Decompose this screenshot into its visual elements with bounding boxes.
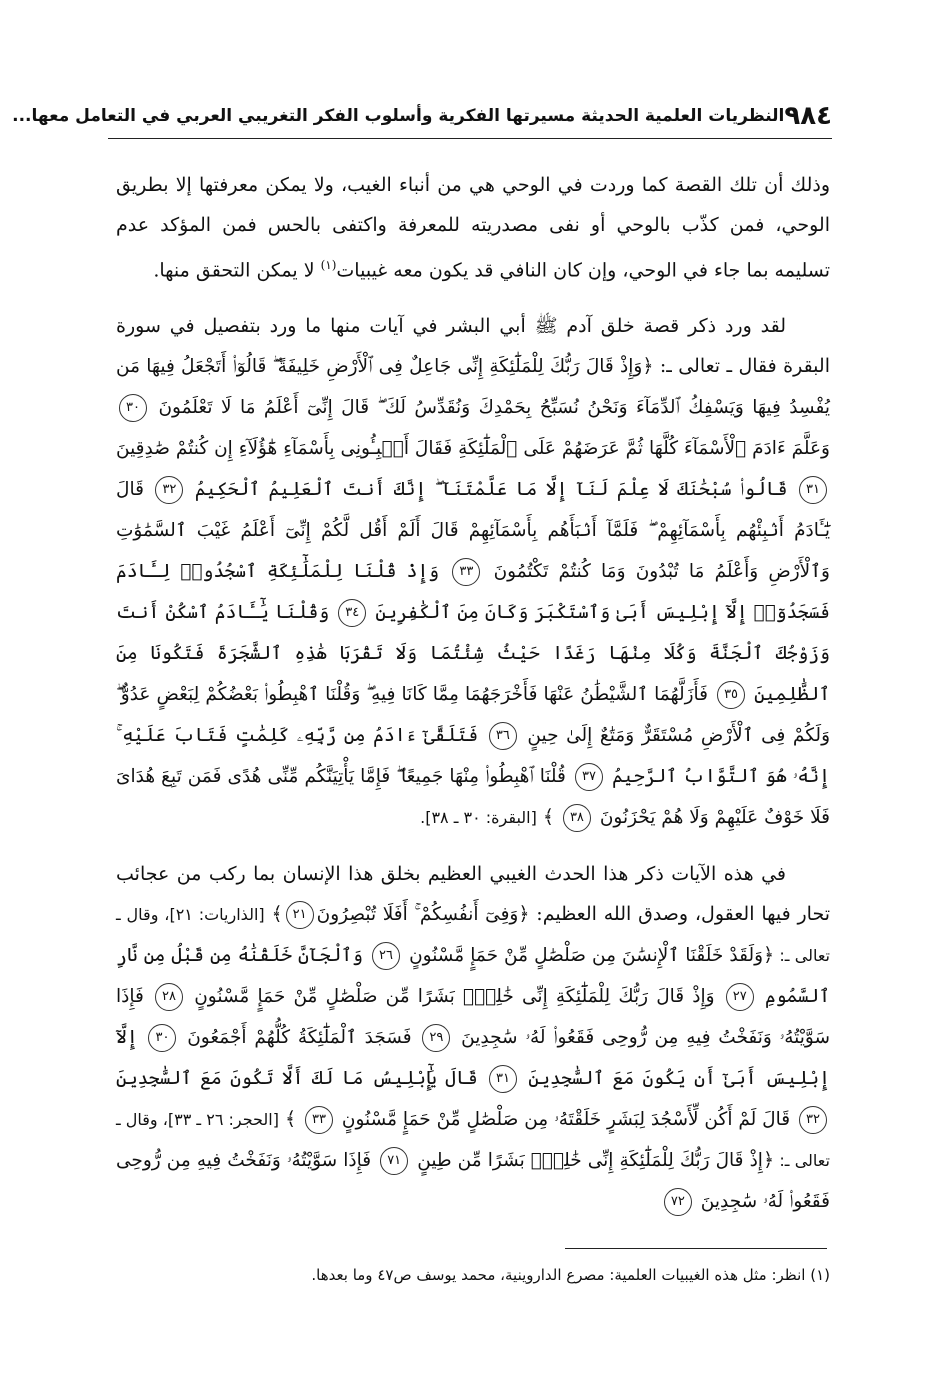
footnote-marker: (١) [810,1266,830,1284]
ayah-number-marker: ٢٧ [726,983,754,1011]
paragraph-1-text: وذلك أن تلك القصة كما وردت في الوحي هي من أنباء الغيب، ولا يمكن معرفتها إلا بطريق الوحي، فمن كذّب بالوحي أو نفى مصدريته للمعرفة واكتفى بالحس فمن المؤكد عدم تسليمه بما جاء في الوحي، وإن كان النافي قد يكون معه غيبيات [116,174,830,282]
paragraph-1-tail: لا يمكن التحقق منها. [153,259,321,282]
paragraph-1 [116,165,830,290]
paragraph-3-intro: في هذه الآيات ذكر هذا الحدث الغيبي العظيم بخلق هذا الإنسان بما ركب من عجائب تحار فيها العقول، وصدق الله العظيم: [116,863,831,926]
running-title: النظريات العلمية الحديثة مسيرتها الفكرية وأسلوب الفكر التغريبي العربي في التعامل معها... [12,106,785,126]
quran-open-bracket: ﴿ [518,903,530,926]
verse-text: قَالُوا۟ سُبْحَٰنَكَ لَا عِلْمَ لَنَآ إِلَّا مَا عَلَّمْتَنَآ ۖ إِنَّكَ أَنتَ ٱلْعَلِيمُ ٱلْحَكِيمُ [194,479,788,501]
verse-text: قَالَ لَمْ أَكُن لِّأَسْجُدَ لِبَشَرٍ خَلَقْتَهُۥ مِن صَلْصَٰلٍ مِّنْ حَمَإٍ مَّسْنُونٍ [341,1109,791,1131]
ayah-number-marker: ٣٠ [148,1024,176,1052]
quran-verses-baqarah [116,356,830,828]
ayah-number-marker: ٧١ [380,1147,408,1175]
verse-text: وَإِذْ قَالَ رَبُّكَ لِلْمَلَٰٓئِكَةِ إِنِّى جَاعِلٌ فِى ٱلْأَرْضِ خَلِيفَةً ۖ قَالُوٓا۟ أَتَجْعَلُ فِيهَا مَن يُفْسِدُ فِيهَا وَيَسْفِكُ ٱلدِّمَآءَ وَنَحْنُ نُسَبِّحُ بِحَمْدِكَ وَنُقَدِّسُ لَكَ ۖ قَالَ إِنِّىٓ أَعْلَمُ مَا لَا تَعْلَمُونَ [116,356,830,419]
ayah-number-marker: ٢٨ [155,983,183,1011]
ayah-number-marker: ٢٩ [422,1024,450,1052]
verse-text: قُلْنَا ٱهْبِطُوا۟ مِنْهَا جَمِيعًا ۖ فَإِمَّا يَأْتِيَنَّكُم مِّنِّى هُدًى فَمَن تَبِعَ هُدَاىَ فَلَا خَوْفٌ عَلَيْهِمْ وَلَا هُمْ يَحْزَنُونَ [116,766,830,829]
paragraph-2-intro: لقد ورد ذكر قصة خلق آدم ﷺ أبي البشر في آيات منها ما ورد بتفصيل في سورة البقرة فقال ـ تعالى ـ: [116,315,830,378]
verse-reference: [الذاريات: ٢١]، وقال ـ تعالى ـ: [116,905,830,966]
ayah-number-marker: ٣٠ [119,394,147,422]
verse-text: وَعَلَّمَ ءَادَمَ ٱلْأَسْمَآءَ كُلَّهَا ثُمَّ عَرَضَهُمْ عَلَى ٱلْمَلَٰٓئِكَةِ فَقَالَ أَنۢبِـُٔونِى بِأَسْمَآءِ هَٰٓؤُلَآءِ إِن كُنتُمْ صَٰدِقِينَ [116,438,830,460]
ayah-number-marker: ٣٧ [575,763,603,791]
verse-text: فَإِذَا سَوَّيْتُهُۥ وَنَفَخْتُ فِيهِ مِن رُّوحِى فَقَعُوا۟ لَهُۥ سَٰجِدِينَ [116,986,830,1049]
ayah-number-marker: ٣٨ [563,804,591,832]
verse-text: قَالَ يَٰٓإِبْلِيسُ مَا لَكَ أَلَّا تَكُونَ مَعَ ٱلسَّٰجِدِينَ [116,1068,478,1090]
verse-text: إِلَّآ إِبْلِيسَ أَبَىٰٓ أَن يَكُونَ مَعَ ٱلسَّٰجِدِينَ [116,1027,830,1090]
ayah-number-marker: ٢١ [286,901,314,929]
quran-close-bracket: ﴾ [284,1108,297,1131]
quran-verses-sad [116,1150,830,1212]
quran-close-bracket: ﴾ [271,903,283,926]
footnote [116,1262,830,1288]
ayah-number-marker: ٧٢ [664,1188,692,1216]
body-text [116,165,830,1265]
verse-text: وَلَقَدْ خَلَقْنَا ٱلْإِنسَٰنَ مِن صَلْصَٰلٍ مِّنْ حَمَإٍ مَّسْنُونٍ [409,945,764,967]
ayah-number-marker: ٣١ [799,476,827,504]
ayah-number-marker: ٢٦ [372,942,400,970]
verse-text: فَأَزَلَّهُمَا ٱلشَّيْطَٰنُ عَنْهَا فَأَخْرَجَهُمَا مِمَّا كَانَا فِيهِ ۖ وَقُلْنَا ٱهْبِطُوا۟ بَعْضُكُمْ لِبَعْضٍ عَدُوٌّ ۖ وَلَكُمْ فِى ٱلْأَرْضِ مُسْتَقَرٌّ وَمَتَٰعٌ إِلَىٰ حِينٍ [116,684,831,747]
verse-text: فَإِذَا سَوَّيْتُهُۥ وَنَفَخْتُ فِيهِ مِن رُّوحِى فَقَعُوا۟ لَهُۥ سَٰجِدِينَ [116,1150,830,1213]
header-divider [108,138,832,139]
page-header [12,96,832,136]
paragraph-3 [116,854,830,1222]
verse-reference: [البقرة: ٣٠ ـ ٣٨]. [420,808,537,828]
verse-text: وَٱلْجَآنَّ خَلَقْنَٰهُ مِن قَبْلُ مِن نَّارِ ٱلسَّمُومِ [116,945,830,1008]
quran-open-bracket: ﴿ [763,944,775,967]
verse-text: إِذْ قَالَ رَبُّكَ لِلْمَلَٰٓئِكَةِ إِنِّى خَٰلِقٌۢ بَشَرًا مِّن طِينٍ [417,1150,763,1172]
verse-reference: [الحجر: ٢٦ ـ ٣٣]، وقال ـ تعالى ـ: [116,1110,830,1171]
ayah-number-marker: ٣٢ [155,476,183,504]
ayah-number-marker: ٣٥ [717,681,745,709]
verse-text: وَقُلْنَا يَٰٓـَٔادَمُ ٱسْكُنْ أَنتَ وَزَوْجُكَ ٱلْجَنَّةَ وَكُلَا مِنْهَا رَغَدًا حَيْثُ شِئْتُمَا وَلَا تَقْرَبَا هَٰذِهِ ٱلشَّجَرَةَ فَتَكُونَا مِنَ ٱلظَّٰلِمِينَ [116,602,830,706]
footnote-text: انظر: مثل هذه الغيبيات العلمية: مصرع الداروينية، محمد يوسف ص٤٧ وما بعدها. [311,1266,806,1284]
verse-text: وَإِذْ قُلْنَا لِلْمَلَٰٓئِكَةِ ٱسْجُدُوا۟ لِـَٔادَمَ فَسَجَدُوٓا۟ إِلَّآ إِبْلِيسَ أَبَىٰ وَٱسْتَكْبَرَ وَكَانَ مِنَ ٱلْكَٰفِرِينَ [116,561,831,624]
verse-text: وَإِذْ قَالَ رَبُّكَ لِلْمَلَٰٓئِكَةِ إِنِّى خَٰلِقٌۢ بَشَرًا مِّن صَلْصَٰلٍ مِّنْ حَمَإٍ مَّسْنُونٍ [194,986,715,1008]
ayah-number-marker: ٣٢ [799,1106,827,1134]
ayah-number-marker: ٣٣ [452,558,480,586]
verse-text: فَسَجَدَ ٱلْمَلَٰٓئِكَةُ كُلُّهُمْ أَجْمَعُونَ [187,1027,412,1049]
quran-close-bracket: ﴾ [542,806,555,829]
verse-text: فَتَلَقَّىٰٓ ءَادَمُ مِن رَّبِّهِۦ كَلِمَٰتٍ فَتَابَ عَلَيْهِ ۚ إِنَّهُۥ هُوَ ٱلتَّوَّابُ ٱلرَّحِيمُ [116,725,830,788]
verse-text: وَفِىٓ أَنفُسِكُمْ ۚ أَفَلَا تُبْصِرُونَ [316,904,519,926]
footnote-reference[interactable]: (١) [320,258,337,272]
ayah-number-marker: ٣٣ [305,1106,333,1134]
quran-verses-hijr [116,945,830,1130]
ayah-number-marker: ٣٤ [338,599,366,627]
paragraph-2 [116,306,830,838]
verse-text: قَالَ يَٰٓـَٔادَمُ أَنۢبِئْهُم بِأَسْمَآئِهِمْ ۖ فَلَمَّآ أَنۢبَأَهُم بِأَسْمَآئِهِمْ قَالَ أَلَمْ أَقُل لَّكُمْ إِنِّىٓ أَعْلَمُ غَيْبَ ٱلسَّمَٰوَٰتِ وَٱلْأَرْضِ وَأَعْلَمُ مَا تُبْدُونَ وَمَا كُنتُمْ تَكْتُمُونَ [116,479,830,583]
ayah-number-marker: ٣٦ [489,722,517,750]
quran-open-bracket: ﴿ [762,1149,775,1172]
ayah-number-marker: ٣١ [489,1065,517,1093]
quran-open-bracket: ﴿ [642,355,654,378]
footnote-divider [565,1248,827,1249]
page-number: ٩٨٤ [784,101,832,131]
